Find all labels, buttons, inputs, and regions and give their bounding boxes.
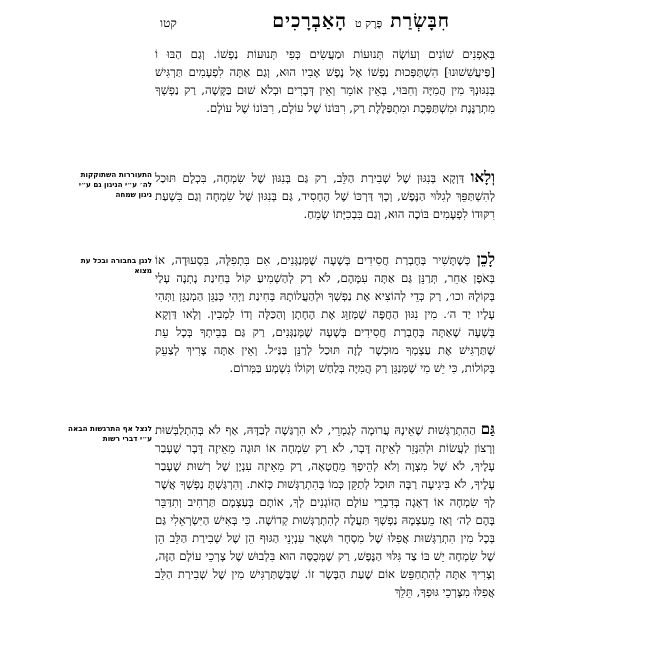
paragraph-opening-word: גַּם bbox=[480, 420, 495, 438]
paragraph-3 bbox=[155, 250, 495, 377]
paragraph-4 bbox=[155, 420, 495, 601]
side-note-1: התעוררות השתוקקות לה׳ ע״י הניגון גם ע״י ניגון שמחה bbox=[78, 170, 152, 199]
paragraph-1 bbox=[155, 44, 495, 117]
paragraph-2 bbox=[155, 168, 495, 223]
paragraph-text: בְּאָפְנִים שׁוֹנִים וְעוֹשָׂה תְּנוּעוֹת וּמַעֲשִׂים כְּפִי תְּנוּעוֹת נַפְשׁוֹ. וְגַם הַבּוּ וֹ [פַּיעֲשִׁשׁוּנוּ] הִשְׁתַּפְּכוּת נַפְשׁוֹ אֶל נֶפֶשׁ אָבִיו הוּא, וְגַם אַתָּה לִפְעָמִים תַּרְגִּישׁ בְּנִגּוּנְךָ מִין הֲמִיָּה וְחִבּוּי, בְּאֵין אוֹמֵר וְאֵין דְּבָרִים וּבְלֹא שׁוּם בַּקָּשָׁה, רַק נַפְשְׁךָ מִתְרַנֶּנֶת וּמִשְׁתַּפֶּכֶת וּמִתְפַּלֶּלֶת רַק, רִבּוֹנוֹ שֶׁל עוֹלָם, רִבּוֹנוֹ שֶׁל עוֹלָם. bbox=[155, 47, 495, 115]
side-note-3: לנצל אף התרגשות הבאה ע״י דברי רשות bbox=[68, 424, 152, 443]
page-number: קטו bbox=[160, 16, 177, 30]
paragraph-opening-word: לָכֵן bbox=[476, 250, 495, 268]
side-note-2: לנגן בחבורה ובכל עת מצוא bbox=[80, 256, 152, 275]
running-title-right: חִבָּשְׂרַת bbox=[390, 10, 450, 32]
paragraph-opening-word: וְלָאו bbox=[470, 168, 495, 186]
paragraph-text: הַהִתְרַגְּשׁוּת שֶׁאֵינָהּ עֲרוּמָה לְגַמְרֵי, לֹא הִרְגַּשָׁה לְבַדָּהּ, אַף לֹא בְּהִתְלַבְּשׁוּת וְרָצוֹן לַעֲשׂוֹת וּלְהִנָּזֵר לְאֵיזֶה דָּבָר, לֹא רַק שִׂמְחָה אוֹ תּוּגָה מֵאֵיזֶה דָּבָר שֶׁעָבַר עָלֶיךָ, לֹא שֶׁל מִצְוָה וְלֹא לְהֵיפֶךְ מֵחֲטָאָה, רַק מֵאֵיזֶה עִנְיָן שֶׁל רְשׁוּת שֶׁעָבַר עָלֶיךָ, לֹא בִּיגִיעָה רַבָּה תּוּכַל לְתַקֵּן כְּמוֹ בְּהִתְרַגְּשׁוּת כָּזֹאת. וְהִרְגַּשְׁתָּ נַפְשְׁךָ אֲשֶׁר לְךָ שִׂמְחָה אוֹ דְאָגָה בְּדִבְרֵי עוֹלָם הַזּוֹגְנִים לְךָ, אוֹתָם בְּעַצְמָם תַּרְחִיב וְתִדַּבֵּר בָּהֶם לַה׳ וְאַז מֵעַצְמָהּ נַפְשְׁךָ תַּעֲלֶה לְהִתְרַגְּשׁוּת קְדוֹשָׁה. כִּי בְּאִישׁ הַיִּשְׂרְאֵלִי גַּם בְּכָל מִין הִתְרַגְּשׁוּת אֲפִלּוּ שֶׁל מִסְחָר וּשְׁאָר עִנְיְנֵי הַגּוּף הֵן שֶׁל שְׁבִירַת הַלֵּב הֵן שֶׁל שִׂמְחָה יֵשׁ בּוֹ צַד גִּלּוּי הַנֶּפֶשׁ, רַק שֶׁמְּכֻסֶּה הוּא בִּלְבוּשׁ שֶׁל צָרְכֵי עוֹלָם הַזֶּה, וְצָרִיךְ אַתָּה לְהִתְחַפֵּשׂ אוֹם שֶׁעַת הַבָּשָׂר זוֹ. שֶׁבְּשֶׁתַּרְגִּישׁ מִין שֶׁל שְׁבִירַת הַלֵּב אֲפִלּוּ מִצָּרְכֵי גּוּפְךָ, תֵּלֵךְ bbox=[155, 423, 495, 599]
page-header bbox=[160, 10, 450, 38]
paragraph-text: דַּוְקָא בְּנִגּוּן שֶׁל שְׁבִירַת הַלֵּב, רַק גַּם בְּנִגּוּן שֶׁל שִׂמְחָה, בִּכְלָם תּוּכַל לְהִשְׁתַּפֵּךְ לְגִלּוּי הַנֶּפֶשׁ, וְכָךְ דַּרְכּוֹ שֶׁל הֶחָסִיד, גַּם בְּנִגּוּן שֶׁל שִׂמְחָה וְגַם בִּשְׁעַת רִקּוּדוֹ לִפְעָמִים בּוֹכֶה הוּא, וְגַם בִּבְכִיָּתוֹ שָׂמֵחַ. bbox=[155, 171, 495, 221]
running-title-left: הָאַבְרָכִים bbox=[272, 10, 348, 32]
chapter-label: פֶּרֶק ט bbox=[355, 17, 383, 30]
paragraph-text: כְּשֶׁתָּשִׁיר בְּחֶבְרַת חֲסִידִים בְּשָׁעָה שֶׁמְּנַגְּנִים, אִם בִּתְפִלָּה, בִּסְעוּדָה, אוֹ בְּאֹפֶן אַחֵר, תְּרַנֵּן גַּם אַתָּה עִמָּהֶם, לֹא רַק לְהַשְׁמִיעַ קוֹל בְּחִינַת נָתְנָה עָלַי בְּקוֹלָהּ וכו׳, רַק כְּדֵי לְהוֹצִיא אֶת נַפְשְׁךָ וּלְהַעֲלוֹתָהּ בְּחִינַת וַיְהִי כְּנַגֵּן הַמְנַגֵּן וַתְּהִי עָלָיו יַד ה׳. מִין נִגּוּן הַחֲפָּה שֶׁמְּזַוֵּג אֶת הֶחָתָן וְהַכַּלָּה וְדוֹ לִמְבִין. וְלָאו דַּוְקָא בְּשָׁעָה שֶׁאַתָּה בְּחֶבְרַת חֲסִידִים בְּשָׁעָה שֶׁמְּנַגְּנִים, רַק גַּם בְּבֵיתְךָ בְּכָל עֵת שֶׁתַּרְגִּישׁ אֶת עַצְמְךָ מוּכְשָׁר לָזֶה תּוּכַל לְרַנֵּן בַּנַּ״ל. וְאֵין אַתָּה צָרִיךְ לְצַעֵק בְּקוֹלוֹת, כִּי יֵשׁ מִי שֶׁמְּנַגֵּן רַק הֲמִיָּה בְּלַחַשׁ וְקוֹלוֹ נִשְׁמָע בַּמְּרוֹם. bbox=[155, 253, 495, 375]
